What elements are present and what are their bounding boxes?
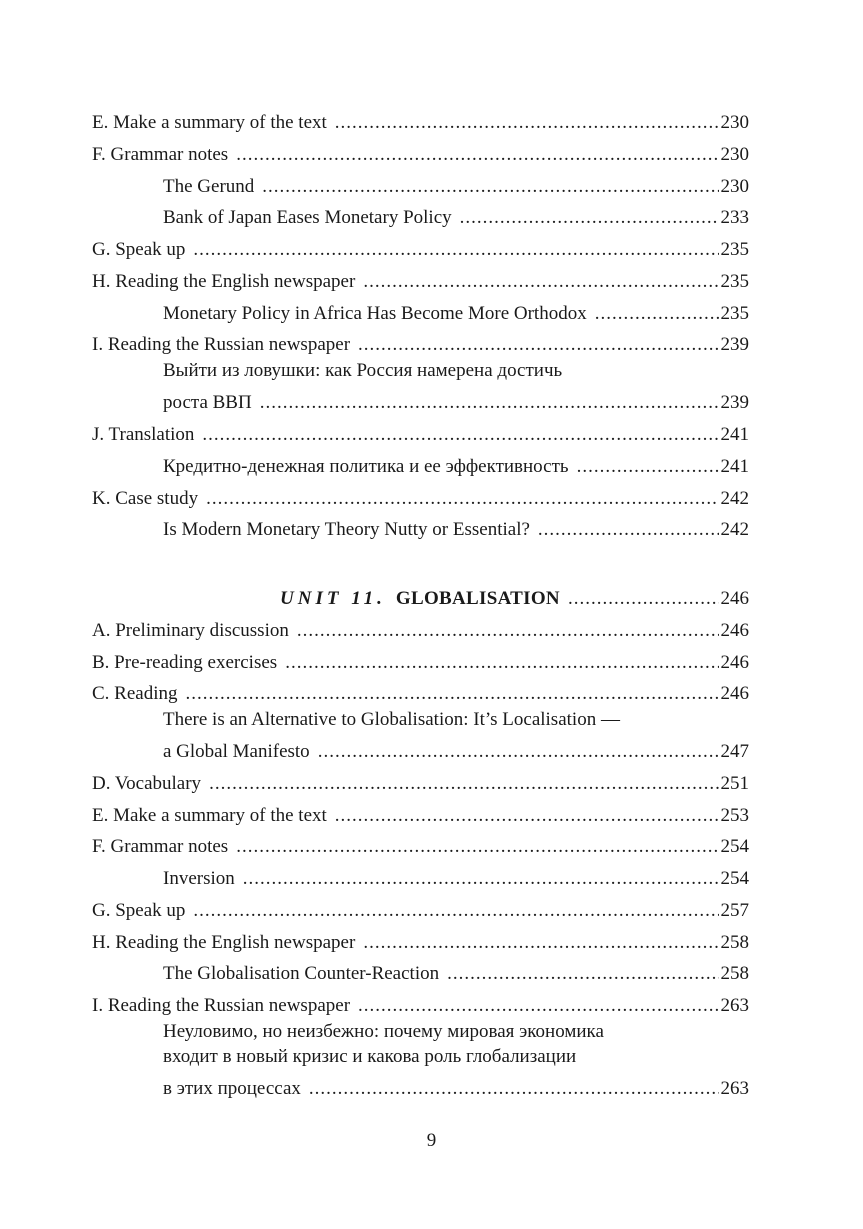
- toc-subentry: [163, 511, 749, 541]
- toc-entry-label: H. Reading the English newspaper: [92, 271, 356, 292]
- leader-dots: [447, 963, 718, 985]
- toc-entry: [92, 924, 749, 954]
- leader-dots: [577, 456, 719, 478]
- toc-entry: [92, 231, 749, 261]
- leader-dots: [335, 805, 719, 827]
- toc-page-number: 230: [720, 176, 749, 197]
- unit-label: UNIT 11.: [280, 588, 386, 609]
- toc-page-number: 239: [720, 392, 749, 413]
- toc-entry-label: H. Reading the English newspaper: [92, 932, 356, 953]
- toc-entry-label: The Globalisation Counter-Reaction: [163, 963, 440, 984]
- leader-dots: [595, 303, 719, 325]
- toc-entry-label: a Global Manifesto: [163, 741, 310, 762]
- toc-page-number: 258: [720, 963, 749, 984]
- toc-entry: [92, 987, 749, 1017]
- leader-dots: [568, 588, 719, 610]
- toc-page-number: 241: [720, 456, 749, 477]
- unit-heading: [280, 580, 749, 610]
- toc-entry-label: E. Make a summary of the text: [92, 805, 327, 826]
- leader-dots: [260, 392, 719, 414]
- toc-page-number: 263: [720, 995, 749, 1016]
- toc-page-number: 251: [720, 773, 749, 794]
- toc-subentry-line: There is an Alternative to Globalisation: It’s Localisation —: [163, 709, 620, 730]
- toc-entry: [92, 828, 749, 858]
- toc-entry: [92, 263, 749, 293]
- toc-entry-label: F. Grammar notes: [92, 836, 229, 857]
- leader-dots: [262, 176, 718, 198]
- toc-page-number: 230: [720, 144, 749, 165]
- toc-page-number: 246: [720, 683, 749, 704]
- leader-dots: [358, 334, 718, 356]
- leader-dots: [460, 207, 719, 229]
- toc-entry: [92, 136, 749, 166]
- toc-page-number: 257: [720, 900, 749, 921]
- toc-subentry: [163, 955, 749, 985]
- toc-page-number: 230: [720, 112, 749, 133]
- toc-page-number: 246: [720, 588, 749, 609]
- toc-entry-label: F. Grammar notes: [92, 144, 229, 165]
- leader-dots: [202, 424, 718, 446]
- toc-entry-label: A. Preliminary discussion: [92, 620, 289, 641]
- leader-dots: [193, 900, 718, 922]
- toc-entry-label: B. Pre-reading exercises: [92, 652, 278, 673]
- toc-page-number: 242: [720, 488, 749, 509]
- leader-dots: [297, 620, 719, 642]
- leader-dots: [236, 836, 718, 858]
- toc-entry: [92, 612, 749, 642]
- toc-entry: [92, 797, 749, 827]
- toc-page-number: 241: [720, 424, 749, 445]
- toc-entry-label: Is Modern Monetary Theory Nutty or Essential?: [163, 519, 530, 540]
- toc-entry-label: C. Reading: [92, 683, 178, 704]
- toc-entry-label: D. Vocabulary: [92, 773, 202, 794]
- toc-page-number: 254: [720, 836, 749, 857]
- leader-dots: [285, 652, 718, 674]
- toc-entry-label: роста ВВП: [163, 392, 252, 413]
- toc-subentry: [163, 733, 749, 763]
- toc-entry-label: E. Make a summary of the text: [92, 112, 327, 133]
- toc-entry-label: J. Translation: [92, 424, 195, 445]
- toc-page-number: 246: [720, 620, 749, 641]
- toc-entry: [92, 480, 749, 510]
- toc-subentry: [163, 1070, 749, 1100]
- toc-subentry-line: Выйти из ловушки: как Россия намерена достичь: [163, 360, 563, 381]
- toc-entry-label: Кредитно-денежная политика и ее эффективность: [163, 456, 569, 477]
- leader-dots: [309, 1078, 719, 1100]
- toc-page-number: 247: [720, 741, 749, 762]
- leader-dots: [335, 112, 719, 134]
- toc-entry-label: Inversion: [163, 868, 235, 889]
- leader-dots: [193, 239, 718, 261]
- toc-subentry: [163, 384, 749, 414]
- toc-page-number: 235: [720, 303, 749, 324]
- toc-entry: [92, 892, 749, 922]
- leader-dots: [206, 488, 718, 510]
- leader-dots: [363, 932, 718, 954]
- toc-entry-label: G. Speak up: [92, 239, 186, 260]
- toc-page-number: 235: [720, 239, 749, 260]
- toc-entry-label: I. Reading the Russian newspaper: [92, 334, 351, 355]
- toc-page-number: 246: [720, 652, 749, 673]
- toc-subentry: [163, 168, 749, 198]
- toc-entry-label: G. Speak up: [92, 900, 186, 921]
- leader-dots: [318, 741, 719, 763]
- toc-subentry: [163, 199, 749, 229]
- toc-entry-label: The Gerund: [163, 176, 255, 197]
- toc-subentry: [163, 295, 749, 325]
- toc-entry-label: в этих процессах: [163, 1078, 301, 1099]
- toc-entry-label: Monetary Policy in Africa Has Become More Orthodox: [163, 303, 587, 324]
- toc-page-number: 253: [720, 805, 749, 826]
- toc-page-number: 263: [720, 1078, 749, 1099]
- leader-dots: [186, 683, 719, 705]
- toc-entry-label: I. Reading the Russian newspaper: [92, 995, 351, 1016]
- leader-dots: [363, 271, 718, 293]
- toc-entry-label: Bank of Japan Eases Monetary Policy: [163, 207, 452, 228]
- toc-entry: [92, 765, 749, 795]
- toc-page-number: 233: [720, 207, 749, 228]
- toc-page-number: 258: [720, 932, 749, 953]
- toc-entry-label: K. Case study: [92, 488, 199, 509]
- toc-entry: [92, 416, 749, 446]
- toc-entry: [92, 675, 749, 705]
- toc-page-number: 242: [720, 519, 749, 540]
- toc-page-number: 235: [720, 271, 749, 292]
- leader-dots: [538, 519, 719, 541]
- toc-page-number: 239: [720, 334, 749, 355]
- toc-page-number: 254: [720, 868, 749, 889]
- leader-dots: [243, 868, 719, 890]
- leader-dots: [358, 995, 718, 1017]
- toc-subentry-line: входит в новый кризис и какова роль глобализации: [163, 1046, 577, 1067]
- leader-dots: [236, 144, 718, 166]
- toc-subentry-line: Неуловимо, но неизбежно: почему мировая экономика: [163, 1021, 604, 1042]
- page-number-footer: 9: [426, 1130, 437, 1151]
- toc-subentry: [163, 860, 749, 890]
- unit-title: GLOBALISATION: [395, 588, 560, 609]
- toc-entry: [92, 644, 749, 674]
- toc-entry: [92, 326, 749, 356]
- toc-entry: [92, 104, 749, 134]
- toc-subentry: [163, 448, 749, 478]
- leader-dots: [209, 773, 718, 795]
